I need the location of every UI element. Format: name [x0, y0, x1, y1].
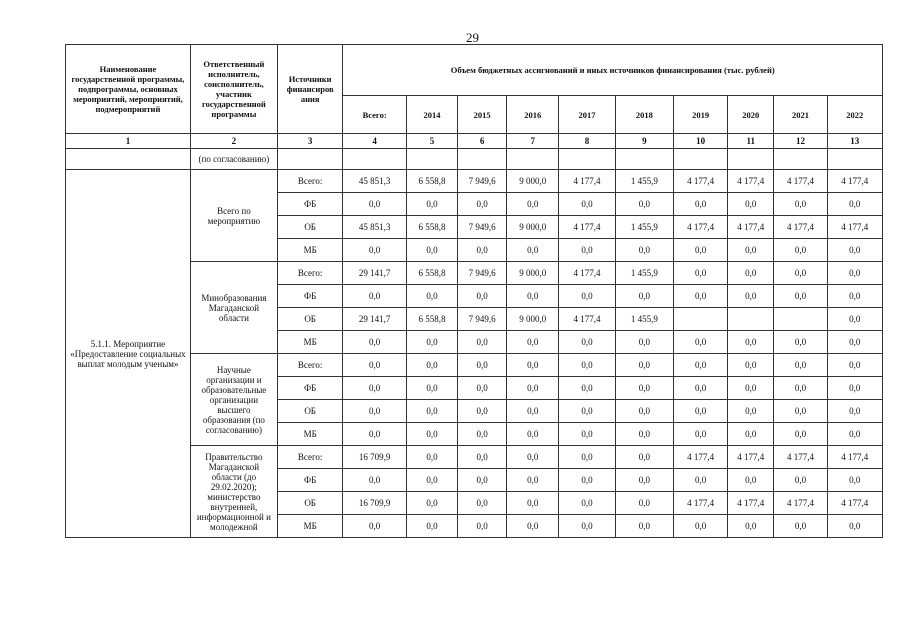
amount-cell: 0,0: [507, 515, 559, 538]
activity-name: 5.1.1. Мероприятие «Предоставление социальных выплат молодым ученым»: [66, 170, 191, 538]
funding-source: МБ: [277, 515, 343, 538]
header-executor: Ответственный исполнитель, соисполнитель, участник государственной программы: [190, 45, 277, 134]
funding-source: ОБ: [277, 308, 343, 331]
funding-source: Всего:: [277, 262, 343, 285]
funding-source: ОБ: [277, 492, 343, 515]
amount-cell: 4 177,4: [674, 492, 728, 515]
amount-cell: 4 177,4: [774, 170, 827, 193]
amount-cell: 9 000,0: [507, 216, 559, 239]
amount-cell: 0,0: [406, 331, 457, 354]
amount-cell: 7 949,6: [458, 216, 507, 239]
amount-cell: 0,0: [406, 515, 457, 538]
header-funding-title: Объем бюджетных ассигнований и иных источников финансирования (тыс. рублей): [343, 45, 883, 96]
amount-cell: 0,0: [458, 423, 507, 446]
amount-cell: 0,0: [406, 285, 457, 308]
amount-cell: 4 177,4: [674, 216, 728, 239]
amount-cell: 1 455,9: [615, 308, 673, 331]
amount-cell: 0,0: [674, 285, 728, 308]
amount-cell: 4 177,4: [774, 216, 827, 239]
amount-cell: 0,0: [507, 492, 559, 515]
amount-cell: 0,0: [827, 469, 882, 492]
amount-cell: 0,0: [343, 377, 406, 400]
amount-cell: 0,0: [615, 423, 673, 446]
amount-cell: 0,0: [615, 515, 673, 538]
amount-cell: 0,0: [343, 515, 406, 538]
funding-source: Всего:: [277, 170, 343, 193]
amount-cell: 0,0: [458, 400, 507, 423]
header-year: 2015: [458, 96, 507, 134]
amount-cell: 0,0: [406, 400, 457, 423]
amount-cell: 0,0: [507, 377, 559, 400]
amount-cell: 0,0: [827, 423, 882, 446]
amount-cell: 0,0: [728, 285, 774, 308]
amount-cell: 0,0: [458, 446, 507, 469]
amount-cell: 0,0: [559, 515, 615, 538]
amount-cell: 0,0: [406, 239, 457, 262]
amount-cell: 0,0: [615, 285, 673, 308]
amount-cell: 0,0: [559, 354, 615, 377]
amount-cell: 0,0: [674, 354, 728, 377]
header-year: Всего:: [343, 96, 406, 134]
amount-cell: 0,0: [343, 400, 406, 423]
executor-name: Правительство Магаданской области (до 29.02.2020); министерство внутренней, информационной и молодежной: [190, 446, 277, 538]
amount-cell: 0,0: [458, 377, 507, 400]
amount-cell: 0,0: [774, 262, 827, 285]
amount-cell: [728, 308, 774, 331]
funding-source: МБ: [277, 423, 343, 446]
column-number: 4: [343, 134, 406, 149]
amount-cell: 4 177,4: [827, 170, 882, 193]
amount-cell: 0,0: [827, 400, 882, 423]
amount-cell: 0,0: [674, 193, 728, 216]
amount-cell: 0,0: [406, 492, 457, 515]
header-year: 2019: [674, 96, 728, 134]
amount-cell: 0,0: [728, 423, 774, 446]
amount-cell: 0,0: [827, 239, 882, 262]
amount-cell: 4 177,4: [774, 446, 827, 469]
amount-cell: 0,0: [559, 492, 615, 515]
amount-cell: 0,0: [615, 400, 673, 423]
amount-cell: 9 000,0: [507, 262, 559, 285]
amount-cell: 0,0: [458, 331, 507, 354]
amount-cell: 1 455,9: [615, 216, 673, 239]
funding-source: МБ: [277, 239, 343, 262]
column-number: 9: [615, 134, 673, 149]
funding-source: ОБ: [277, 400, 343, 423]
amount-cell: 0,0: [774, 193, 827, 216]
amount-cell: 0,0: [774, 469, 827, 492]
amount-cell: 0,0: [827, 331, 882, 354]
column-number: 13: [827, 134, 882, 149]
amount-cell: 0,0: [728, 377, 774, 400]
amount-cell: 0,0: [559, 423, 615, 446]
amount-cell: 0,0: [406, 377, 457, 400]
amount-cell: 0,0: [827, 377, 882, 400]
amount-cell: 0,0: [615, 193, 673, 216]
amount-cell: 4 177,4: [674, 170, 728, 193]
funding-source: ОБ: [277, 216, 343, 239]
amount-cell: 0,0: [728, 193, 774, 216]
amount-cell: 0,0: [774, 285, 827, 308]
amount-cell: 0,0: [674, 262, 728, 285]
amount-cell: 0,0: [458, 515, 507, 538]
amount-cell: 0,0: [728, 469, 774, 492]
amount-cell: 0,0: [343, 193, 406, 216]
column-number: 11: [728, 134, 774, 149]
amount-cell: 0,0: [774, 239, 827, 262]
funding-source: ФБ: [277, 285, 343, 308]
amount-cell: 7 949,6: [458, 308, 507, 331]
header-year: 2016: [507, 96, 559, 134]
amount-cell: 0,0: [507, 193, 559, 216]
amount-cell: 0,0: [728, 400, 774, 423]
header-year: 2018: [615, 96, 673, 134]
amount-cell: 0,0: [507, 469, 559, 492]
column-number: 3: [277, 134, 343, 149]
amount-cell: 0,0: [827, 515, 882, 538]
amount-cell: 4 177,4: [728, 492, 774, 515]
column-number: 5: [406, 134, 457, 149]
amount-cell: 7 949,6: [458, 262, 507, 285]
funding-source: ФБ: [277, 193, 343, 216]
amount-cell: 0,0: [507, 400, 559, 423]
amount-cell: 0,0: [559, 400, 615, 423]
amount-cell: 0,0: [559, 469, 615, 492]
amount-cell: 0,0: [615, 239, 673, 262]
continuation-text: (по согласованию): [190, 149, 277, 170]
executor-name: Научные организации и образовательные организации высшего образования (по согласованию): [190, 354, 277, 446]
amount-cell: 6 558,8: [406, 262, 457, 285]
amount-cell: 0,0: [728, 331, 774, 354]
amount-cell: 0,0: [674, 239, 728, 262]
amount-cell: 6 558,8: [406, 170, 457, 193]
amount-cell: 0,0: [827, 354, 882, 377]
amount-cell: 0,0: [674, 423, 728, 446]
amount-cell: 0,0: [774, 377, 827, 400]
amount-cell: 0,0: [406, 193, 457, 216]
funding-source: ФБ: [277, 377, 343, 400]
amount-cell: 0,0: [615, 331, 673, 354]
page-number: 29: [466, 30, 479, 45]
amount-cell: 4 177,4: [559, 170, 615, 193]
amount-cell: 0,0: [559, 377, 615, 400]
amount-cell: 0,0: [674, 377, 728, 400]
amount-cell: 0,0: [458, 285, 507, 308]
amount-cell: 29 141,7: [343, 308, 406, 331]
amount-cell: 1 455,9: [615, 262, 673, 285]
column-number: 12: [774, 134, 827, 149]
amount-cell: 0,0: [406, 423, 457, 446]
amount-cell: 4 177,4: [774, 492, 827, 515]
amount-cell: 9 000,0: [507, 308, 559, 331]
header-year: 2022: [827, 96, 882, 134]
continuation-empty: [66, 149, 191, 170]
amount-cell: 29 141,7: [343, 262, 406, 285]
amount-cell: 0,0: [458, 193, 507, 216]
header-year: 2021: [774, 96, 827, 134]
header-year: 2017: [559, 96, 615, 134]
amount-cell: 0,0: [343, 239, 406, 262]
amount-cell: 45 851,3: [343, 170, 406, 193]
amount-cell: 4 177,4: [728, 446, 774, 469]
amount-cell: [674, 308, 728, 331]
amount-cell: 0,0: [728, 239, 774, 262]
amount-cell: 0,0: [774, 331, 827, 354]
header-year: 2014: [406, 96, 457, 134]
amount-cell: 0,0: [728, 354, 774, 377]
amount-cell: 0,0: [343, 285, 406, 308]
header-sources: Источники финансиров ания: [277, 45, 343, 134]
funding-source: Всего:: [277, 354, 343, 377]
amount-cell: 0,0: [507, 423, 559, 446]
header-program-name: Наименование государственной программы, подпрограммы, основных мероприятий, мероприятий, подмероприятий: [66, 45, 191, 134]
amount-cell: [774, 308, 827, 331]
column-number: 2: [190, 134, 277, 149]
funding-source: МБ: [277, 331, 343, 354]
amount-cell: 9 000,0: [507, 170, 559, 193]
amount-cell: 4 177,4: [728, 170, 774, 193]
amount-cell: 0,0: [728, 262, 774, 285]
column-number: 10: [674, 134, 728, 149]
amount-cell: 0,0: [343, 469, 406, 492]
amount-cell: 0,0: [674, 469, 728, 492]
amount-cell: 6 558,8: [406, 216, 457, 239]
amount-cell: 0,0: [559, 446, 615, 469]
amount-cell: 0,0: [827, 308, 882, 331]
amount-cell: 4 177,4: [559, 308, 615, 331]
amount-cell: 0,0: [615, 377, 673, 400]
amount-cell: 4 177,4: [674, 446, 728, 469]
amount-cell: 4 177,4: [559, 262, 615, 285]
amount-cell: 0,0: [406, 469, 457, 492]
amount-cell: 0,0: [406, 446, 457, 469]
funding-source: ФБ: [277, 469, 343, 492]
amount-cell: 0,0: [507, 331, 559, 354]
amount-cell: 0,0: [343, 354, 406, 377]
amount-cell: 0,0: [559, 239, 615, 262]
executor-name: Всего по мероприятию: [190, 170, 277, 262]
amount-cell: 6 558,8: [406, 308, 457, 331]
amount-cell: 0,0: [507, 354, 559, 377]
amount-cell: 0,0: [458, 469, 507, 492]
amount-cell: 0,0: [343, 423, 406, 446]
amount-cell: 0,0: [507, 446, 559, 469]
amount-cell: 0,0: [674, 331, 728, 354]
amount-cell: 4 177,4: [728, 216, 774, 239]
amount-cell: 0,0: [406, 354, 457, 377]
amount-cell: 0,0: [674, 515, 728, 538]
column-number: 1: [66, 134, 191, 149]
amount-cell: 0,0: [507, 239, 559, 262]
amount-cell: 4 177,4: [827, 446, 882, 469]
amount-cell: 0,0: [827, 285, 882, 308]
amount-cell: 0,0: [458, 354, 507, 377]
budget-table: [65, 44, 883, 538]
amount-cell: 0,0: [458, 239, 507, 262]
amount-cell: 4 177,4: [827, 492, 882, 515]
table-row: [66, 170, 883, 193]
amount-cell: 1 455,9: [615, 170, 673, 193]
executor-name: Минобразования Магаданской области: [190, 262, 277, 354]
amount-cell: 4 177,4: [827, 216, 882, 239]
amount-cell: 0,0: [559, 193, 615, 216]
amount-cell: 0,0: [343, 331, 406, 354]
amount-cell: 0,0: [827, 262, 882, 285]
amount-cell: 0,0: [559, 331, 615, 354]
amount-cell: 7 949,6: [458, 170, 507, 193]
amount-cell: 0,0: [774, 354, 827, 377]
amount-cell: 0,0: [774, 423, 827, 446]
amount-cell: 0,0: [458, 492, 507, 515]
amount-cell: 0,0: [615, 354, 673, 377]
amount-cell: 0,0: [827, 193, 882, 216]
amount-cell: 0,0: [728, 515, 774, 538]
header-year: 2020: [728, 96, 774, 134]
amount-cell: 4 177,4: [559, 216, 615, 239]
amount-cell: 0,0: [559, 285, 615, 308]
amount-cell: 0,0: [615, 492, 673, 515]
amount-cell: 16 709,9: [343, 446, 406, 469]
funding-source: Всего:: [277, 446, 343, 469]
amount-cell: 16 709,9: [343, 492, 406, 515]
amount-cell: 45 851,3: [343, 216, 406, 239]
amount-cell: 0,0: [615, 469, 673, 492]
column-number: 7: [507, 134, 559, 149]
amount-cell: 0,0: [774, 400, 827, 423]
column-number: 6: [458, 134, 507, 149]
amount-cell: 0,0: [774, 515, 827, 538]
column-number: 8: [559, 134, 615, 149]
amount-cell: 0,0: [615, 446, 673, 469]
amount-cell: 0,0: [507, 285, 559, 308]
amount-cell: 0,0: [674, 400, 728, 423]
